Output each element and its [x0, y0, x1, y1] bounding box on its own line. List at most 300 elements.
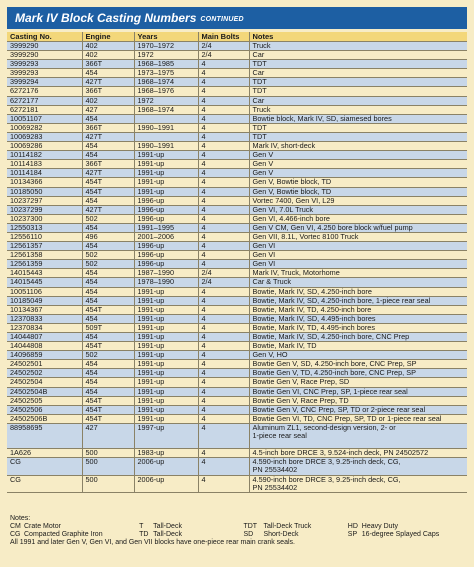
- main-bolts-cell: 4: [198, 214, 249, 223]
- years-cell: [134, 114, 198, 123]
- casting-number-cell: 10185049: [7, 296, 82, 305]
- main-bolts-cell: 4: [198, 360, 249, 369]
- casting-number-cell: 6272176: [7, 87, 82, 96]
- casting-number-cell: 6272177: [7, 96, 82, 105]
- notes-cell: Mark IV, short-deck: [249, 142, 467, 151]
- engine-cell: 366T: [82, 87, 134, 96]
- years-cell: 1997-up: [134, 423, 198, 448]
- table-row: [7, 142, 467, 151]
- main-bolts-cell: 4: [198, 333, 249, 342]
- years-cell: 2001–2006: [134, 232, 198, 241]
- years-cell: 1990–1991: [134, 142, 198, 151]
- engine-cell: 427T: [82, 205, 134, 214]
- table-title-suffix: CONTINUED: [200, 16, 244, 23]
- years-cell: 1991-up: [134, 305, 198, 314]
- notes-cell: Gen VI, 4.466-inch bore: [249, 214, 467, 223]
- main-bolts-cell: 4: [198, 69, 249, 78]
- engine-cell: 500: [82, 449, 134, 458]
- years-cell: 1996-up: [134, 196, 198, 205]
- notes-footnote: All 1991 and later Gen V, Gen VI, and Gen VII blocks have one-piece rear main crank seals.: [10, 539, 295, 546]
- table-row: [7, 169, 467, 178]
- legend-row: [7, 523, 467, 531]
- main-bolts-cell: 4: [198, 60, 249, 69]
- table-row: [7, 196, 467, 205]
- main-bolts-cell: 4: [198, 205, 249, 214]
- casting-number-cell: 3999293: [7, 60, 82, 69]
- engine-cell: 496: [82, 232, 134, 241]
- casting-table: [7, 32, 467, 493]
- notes-cell: Car & Truck: [249, 278, 467, 287]
- legend-item: HD Heavy Duty: [347, 523, 398, 530]
- notes-cell: Bowtie, Mark IV, SD, 4.495-inch bores: [249, 314, 467, 323]
- engine-cell: 454: [82, 142, 134, 151]
- notes-cell: Bowtie, Mark IV, SD, 4.250-inch bore, CNC Prep: [249, 333, 467, 342]
- legend-item: CM Crate Motor: [10, 523, 61, 530]
- main-bolts-cell: 4: [198, 342, 249, 351]
- table-row: [7, 314, 467, 323]
- table-row: [7, 475, 467, 492]
- casting-number-cell: 10051107: [7, 114, 82, 123]
- column-header: Main Bolts: [198, 32, 249, 42]
- main-bolts-cell: 2/4: [198, 278, 249, 287]
- notes-cell: TDT: [249, 87, 467, 96]
- table-row: [7, 69, 467, 78]
- casting-number-cell: 10237297: [7, 196, 82, 205]
- table-row: [7, 360, 467, 369]
- years-cell: [134, 132, 198, 141]
- years-cell: 1991-up: [134, 342, 198, 351]
- years-cell: 1972: [134, 96, 198, 105]
- engine-cell: 454: [82, 369, 134, 378]
- engine-cell: 454: [82, 269, 134, 278]
- notes-cell: Gen V: [249, 151, 467, 160]
- engine-cell: 454: [82, 223, 134, 232]
- legend-item: SD Short-Deck: [243, 531, 299, 538]
- main-bolts-cell: 4: [198, 260, 249, 269]
- table-row: [7, 449, 467, 458]
- engine-cell: 500: [82, 475, 134, 492]
- table-row: [7, 242, 467, 251]
- notes-cell: Mark IV, Truck, Motorhome: [249, 269, 467, 278]
- legend-row: [7, 531, 467, 539]
- legend-item: T Tall-Deck: [139, 523, 182, 530]
- engine-cell: 454: [82, 151, 134, 160]
- casting-number-cell: 88958695: [7, 423, 82, 448]
- table-header-row: [7, 32, 467, 42]
- years-cell: 1973–1975: [134, 69, 198, 78]
- main-bolts-cell: 4: [198, 160, 249, 169]
- table-row: [7, 214, 467, 223]
- notes-cell: Car: [249, 69, 467, 78]
- engine-cell: 502: [82, 260, 134, 269]
- main-bolts-cell: 4: [198, 378, 249, 387]
- notes-cell: TDT: [249, 132, 467, 141]
- casting-number-cell: 12550313: [7, 223, 82, 232]
- main-bolts-cell: 4: [198, 351, 249, 360]
- years-cell: 1991-up: [134, 187, 198, 196]
- years-cell: 1991-up: [134, 396, 198, 405]
- main-bolts-cell: 4: [198, 323, 249, 332]
- table-row: [7, 178, 467, 187]
- years-cell: 2006-up: [134, 475, 198, 492]
- table-row: [7, 260, 467, 269]
- engine-cell: 454: [82, 314, 134, 323]
- notes-cell: 4.5-inch bore DRCE 3, 9.524-inch deck, PN 24502572: [249, 449, 467, 458]
- casting-table-container: [7, 32, 467, 512]
- main-bolts-cell: 4: [198, 475, 249, 492]
- main-bolts-cell: 4: [198, 96, 249, 105]
- years-cell: 1991-up: [134, 351, 198, 360]
- years-cell: 1991-up: [134, 387, 198, 396]
- notes-cell: Gen VI: [249, 251, 467, 260]
- casting-number-cell: 24502506: [7, 405, 82, 414]
- main-bolts-cell: 4: [198, 87, 249, 96]
- years-cell: 1968–1976: [134, 87, 198, 96]
- column-header: Casting No.: [7, 32, 82, 42]
- main-bolts-cell: 4: [198, 287, 249, 296]
- years-cell: 1990–1991: [134, 123, 198, 132]
- years-cell: 1978–1990: [134, 278, 198, 287]
- main-bolts-cell: 4: [198, 458, 249, 475]
- main-bolts-cell: 4: [198, 242, 249, 251]
- engine-cell: 454: [82, 378, 134, 387]
- casting-number-cell: 24502504B: [7, 387, 82, 396]
- years-cell: 1991-up: [134, 378, 198, 387]
- years-cell: 1991-up: [134, 360, 198, 369]
- main-bolts-cell: 4: [198, 423, 249, 448]
- notes-cell: Gen V: [249, 160, 467, 169]
- notes-title: Notes:: [10, 515, 31, 522]
- engine-cell: 454: [82, 196, 134, 205]
- years-cell: 1991-up: [134, 369, 198, 378]
- main-bolts-cell: 2/4: [198, 42, 249, 51]
- notes-cell: Gen VI: [249, 260, 467, 269]
- notes-cell: Bowtie Gen V, Race Prep, TD: [249, 396, 467, 405]
- main-bolts-cell: 4: [198, 169, 249, 178]
- casting-number-cell: 24502506B: [7, 414, 82, 423]
- casting-number-cell: 24502502: [7, 369, 82, 378]
- casting-number-cell: 1A626: [7, 449, 82, 458]
- years-cell: 1968–1974: [134, 78, 198, 87]
- engine-cell: 454T: [82, 178, 134, 187]
- notes-cell: TDT: [249, 78, 467, 87]
- engine-cell: 454T: [82, 342, 134, 351]
- engine-cell: 502: [82, 214, 134, 223]
- table-row: [7, 151, 467, 160]
- table-row: [7, 96, 467, 105]
- table-row: [7, 251, 467, 260]
- years-cell: 1991–1995: [134, 223, 198, 232]
- years-cell: 1991-up: [134, 151, 198, 160]
- casting-number-cell: 10185050: [7, 187, 82, 196]
- main-bolts-cell: 4: [198, 196, 249, 205]
- casting-number-cell: 6272181: [7, 105, 82, 114]
- casting-number-cell: 3999294: [7, 78, 82, 87]
- casting-number-cell: 14015445: [7, 278, 82, 287]
- notes-cell: Bowtie, Mark IV, SD, 4.250-inch bore: [249, 287, 467, 296]
- casting-number-cell: 10069283: [7, 132, 82, 141]
- notes-cell: Gen V, Bowtie block, TD: [249, 187, 467, 196]
- notes-cell: Gen VII, 8.1L, Vortec 8100 Truck: [249, 232, 467, 241]
- notes-cell: Bowtie Gen V, Race Prep, SD: [249, 378, 467, 387]
- notes-cell: TDT: [249, 123, 467, 132]
- table-row: [7, 114, 467, 123]
- table-row: [7, 387, 467, 396]
- years-cell: 1996-up: [134, 251, 198, 260]
- notes-section: [7, 515, 467, 563]
- column-header: Years: [134, 32, 198, 42]
- engine-cell: 454T: [82, 187, 134, 196]
- engine-cell: 427T: [82, 78, 134, 87]
- table-row: [7, 342, 467, 351]
- engine-cell: 454T: [82, 396, 134, 405]
- engine-cell: 454: [82, 69, 134, 78]
- table-row: [7, 323, 467, 332]
- main-bolts-cell: 4: [198, 405, 249, 414]
- notes-cell: Truck: [249, 105, 467, 114]
- engine-cell: 454: [82, 278, 134, 287]
- years-cell: 1991-up: [134, 287, 198, 296]
- notes-cell: Gen VI, 7.0L Truck: [249, 205, 467, 214]
- main-bolts-cell: 2/4: [198, 269, 249, 278]
- engine-cell: 454: [82, 296, 134, 305]
- engine-cell: 454T: [82, 405, 134, 414]
- notes-cell: Truck: [249, 42, 467, 51]
- years-cell: 1991-up: [134, 314, 198, 323]
- notes-cell: Bowtie Gen VI, CNC Prep, SP, 1-piece rear seal: [249, 387, 467, 396]
- column-header: Engine: [82, 32, 134, 42]
- casting-number-cell: 12561357: [7, 242, 82, 251]
- table-row: [7, 223, 467, 232]
- engine-cell: 402: [82, 42, 134, 51]
- casting-number-cell: 10134367: [7, 305, 82, 314]
- casting-number-cell: 14044807: [7, 333, 82, 342]
- engine-cell: 500: [82, 458, 134, 475]
- table-row: [7, 232, 467, 241]
- table-row: [7, 269, 467, 278]
- casting-number-cell: 10237300: [7, 214, 82, 223]
- main-bolts-cell: 4: [198, 414, 249, 423]
- main-bolts-cell: 4: [198, 78, 249, 87]
- engine-cell: 427T: [82, 132, 134, 141]
- table-row: [7, 123, 467, 132]
- notes-cell: TDT: [249, 60, 467, 69]
- legend-item: SP 16-degree Splayed Caps: [347, 531, 440, 538]
- main-bolts-cell: 4: [198, 251, 249, 260]
- notes-cell: Gen V CM, Gen VI, 4.250 bore block w/fuel pump: [249, 223, 467, 232]
- casting-number-cell: CG: [7, 475, 82, 492]
- years-cell: 1968–1985: [134, 60, 198, 69]
- engine-cell: 454: [82, 114, 134, 123]
- main-bolts-cell: 4: [198, 387, 249, 396]
- casting-number-cell: 3999290: [7, 42, 82, 51]
- main-bolts-cell: 4: [198, 132, 249, 141]
- casting-number-cell: 10114183: [7, 160, 82, 169]
- years-cell: 1972: [134, 51, 198, 60]
- notes-cell: Car: [249, 51, 467, 60]
- table-row: [7, 378, 467, 387]
- main-bolts-cell: 4: [198, 151, 249, 160]
- table-row: [7, 351, 467, 360]
- main-bolts-cell: 4: [198, 123, 249, 132]
- table-row: [7, 160, 467, 169]
- main-bolts-cell: 4: [198, 449, 249, 458]
- engine-cell: 454: [82, 287, 134, 296]
- main-bolts-cell: 4: [198, 105, 249, 114]
- table-row: [7, 423, 467, 448]
- casting-number-cell: 24502501: [7, 360, 82, 369]
- years-cell: 1991-up: [134, 169, 198, 178]
- main-bolts-cell: 4: [198, 178, 249, 187]
- engine-cell: 366T: [82, 123, 134, 132]
- engine-cell: 366T: [82, 60, 134, 69]
- years-cell: 1991-up: [134, 178, 198, 187]
- table-row: [7, 396, 467, 405]
- main-bolts-cell: 4: [198, 314, 249, 323]
- table-row: [7, 78, 467, 87]
- casting-number-cell: 12370833: [7, 314, 82, 323]
- casting-number-cell: CG: [7, 458, 82, 475]
- casting-number-cell: 10134366: [7, 178, 82, 187]
- notes-cell: Gen VI: [249, 242, 467, 251]
- notes-cell: Bowtie, Mark IV, TD, 4.250-inch bore: [249, 305, 467, 314]
- table-row: [7, 87, 467, 96]
- engine-cell: 454T: [82, 414, 134, 423]
- years-cell: 1996-up: [134, 242, 198, 251]
- casting-number-cell: 3999293: [7, 69, 82, 78]
- engine-cell: 427T: [82, 169, 134, 178]
- engine-cell: 454: [82, 387, 134, 396]
- notes-cell: Bowtie Gen V, CNC Prep, SP, TD or 2-piece rear seal: [249, 405, 467, 414]
- main-bolts-cell: 4: [198, 232, 249, 241]
- years-cell: 1987–1990: [134, 269, 198, 278]
- table-row: [7, 296, 467, 305]
- years-cell: 1996-up: [134, 214, 198, 223]
- table-row: [7, 132, 467, 141]
- table-row: [7, 287, 467, 296]
- casting-number-cell: 10237299: [7, 205, 82, 214]
- table-row: [7, 51, 467, 60]
- main-bolts-cell: 4: [198, 396, 249, 405]
- years-cell: 1968–1974: [134, 105, 198, 114]
- casting-number-cell: 12561358: [7, 251, 82, 260]
- table-row: [7, 187, 467, 196]
- casting-number-cell: 10069286: [7, 142, 82, 151]
- casting-number-cell: 10114182: [7, 151, 82, 160]
- casting-number-cell: 14096859: [7, 351, 82, 360]
- casting-number-cell: 12561359: [7, 260, 82, 269]
- casting-number-cell: 10114184: [7, 169, 82, 178]
- table-row: [7, 42, 467, 51]
- notes-cell: Bowtie, Mark IV, SD, 4.250-inch bore, 1-piece rear seal: [249, 296, 467, 305]
- years-cell: 1991-up: [134, 323, 198, 332]
- notes-cell: 4.590-inch bore DRCE 3, 9.25-inch deck, CG, PN 25534402: [249, 475, 467, 492]
- main-bolts-cell: 4: [198, 369, 249, 378]
- engine-cell: 427: [82, 423, 134, 448]
- legend-item: TDT Tall-Deck Truck: [243, 523, 312, 530]
- engine-cell: 502: [82, 351, 134, 360]
- casting-number-cell: 14015443: [7, 269, 82, 278]
- table-row: [7, 305, 467, 314]
- main-bolts-cell: 4: [198, 223, 249, 232]
- engine-cell: 454: [82, 333, 134, 342]
- notes-cell: Bowtie block, Mark IV, SD, siamesed bores: [249, 114, 467, 123]
- engine-cell: 366T: [82, 160, 134, 169]
- table-row: [7, 205, 467, 214]
- table-row: [7, 458, 467, 475]
- table-row: [7, 414, 467, 423]
- table-title: Mark IV Block Casting Numbers: [15, 11, 197, 25]
- years-cell: 1991-up: [134, 405, 198, 414]
- casting-number-cell: 3999290: [7, 51, 82, 60]
- engine-cell: 509T: [82, 323, 134, 332]
- notes-cell: 4.590-inch bore DRCE 3, 9.25-inch deck, CG, PN 25534402: [249, 458, 467, 475]
- main-bolts-cell: 4: [198, 114, 249, 123]
- column-header: Notes: [249, 32, 467, 42]
- notes-cell: Aluminum ZL1, second-design version, 2- or 1-piece rear seal: [249, 423, 467, 448]
- main-bolts-cell: 4: [198, 296, 249, 305]
- years-cell: 1991-up: [134, 296, 198, 305]
- main-bolts-cell: 4: [198, 305, 249, 314]
- engine-cell: 427: [82, 105, 134, 114]
- years-cell: 1970–1972: [134, 42, 198, 51]
- table-row: [7, 405, 467, 414]
- casting-number-cell: 10051106: [7, 287, 82, 296]
- notes-cell: Bowtie Gen VI, TD, CNC Prep, SP, TD or 1-piece rear seal: [249, 414, 467, 423]
- table-row: [7, 369, 467, 378]
- years-cell: 1996-up: [134, 260, 198, 269]
- engine-cell: 402: [82, 96, 134, 105]
- years-cell: 1996-up: [134, 205, 198, 214]
- engine-cell: 454T: [82, 305, 134, 314]
- notes-cell: Gen V, Bowtie block, TD: [249, 178, 467, 187]
- table-row: [7, 60, 467, 69]
- table-row: [7, 333, 467, 342]
- notes-cell: Bowtie, Mark IV, TD, 4.495-inch bores: [249, 323, 467, 332]
- table-row: [7, 278, 467, 287]
- engine-cell: 502: [82, 251, 134, 260]
- legend-item: CG Compacted Graphite Iron: [10, 531, 103, 538]
- years-cell: 1991-up: [134, 333, 198, 342]
- notes-cell: Gen V: [249, 169, 467, 178]
- years-cell: 1983-up: [134, 449, 198, 458]
- engine-cell: 402: [82, 51, 134, 60]
- notes-cell: Bowtie Gen V, TD, 4.250-inch bore, CNC Prep, SP: [249, 369, 467, 378]
- table-title-bar: [7, 7, 467, 29]
- notes-cell: Car: [249, 96, 467, 105]
- table-row: [7, 105, 467, 114]
- casting-number-cell: 12556110: [7, 232, 82, 241]
- casting-number-cell: 12370834: [7, 323, 82, 332]
- casting-number-cell: 14044808: [7, 342, 82, 351]
- notes-cell: Vortec 7400, Gen VI, L29: [249, 196, 467, 205]
- years-cell: 2006-up: [134, 458, 198, 475]
- casting-number-cell: 10069282: [7, 123, 82, 132]
- table-body: [7, 42, 467, 493]
- main-bolts-cell: 4: [198, 187, 249, 196]
- engine-cell: 454: [82, 360, 134, 369]
- engine-cell: 454: [82, 242, 134, 251]
- notes-cell: Gen V, HO: [249, 351, 467, 360]
- notes-cell: Bowtie, Mark IV, TD: [249, 342, 467, 351]
- notes-cell: Bowtie Gen V, SD, 4.250-inch bore, CNC Prep, SP: [249, 360, 467, 369]
- casting-number-cell: 24502505: [7, 396, 82, 405]
- casting-number-cell: 24502504: [7, 378, 82, 387]
- years-cell: 1991-up: [134, 414, 198, 423]
- legend-item: TD Tall-Deck: [139, 531, 182, 538]
- main-bolts-cell: 2/4: [198, 51, 249, 60]
- years-cell: 1991-up: [134, 160, 198, 169]
